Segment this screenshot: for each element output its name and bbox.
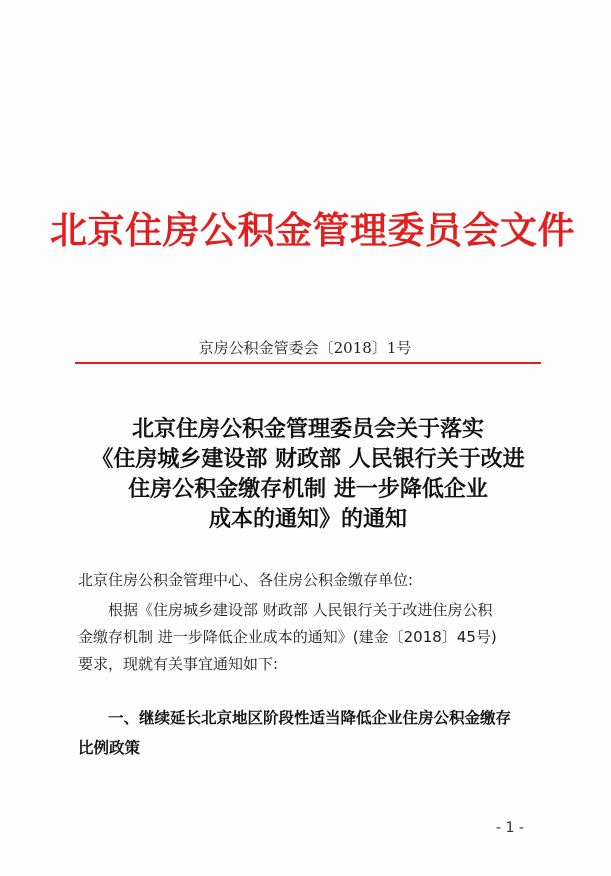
section-heading-line: 一、继续延长北京地区阶段性适当降低企业住房公积金缴存 [108,709,512,727]
section-heading-line: 比例政策 [78,739,141,757]
section-heading [78,703,556,763]
paragraph-line: 根据《住房城乡建设部 财政部 人民银行关于改进住房公积 [108,601,493,619]
notice-title-line: 《住房城乡建设部 财政部 人民银行关于改进 [91,446,525,472]
notice-title-line: 住房公积金缴存机制 进一步降低企业 [128,476,488,502]
paragraph-line: 金缴存机制 进一步降低企业成本的通知》(建金〔2018〕45号) [78,628,497,646]
document-header-title: 北京住房公积金管理委员会文件 [50,208,575,252]
document-number: 京房公积金管委会〔2018〕1号 [198,339,412,357]
notice-title-line: 北京住房公积金管理委员会关于落实 [131,416,484,442]
addressee [78,567,556,594]
body-paragraph [78,597,556,678]
page-number: - 1 - [496,820,524,836]
paragraph-line: 要求，现就有关事宜通知如下: [78,655,279,673]
notice-title-line: 成本的通知》的通知 [208,506,407,532]
addressee-text: 北京住房公积金管理中心、各住房公积金缴存单位: [78,571,414,589]
notice-title [75,414,541,534]
red-divider-line [75,362,541,364]
